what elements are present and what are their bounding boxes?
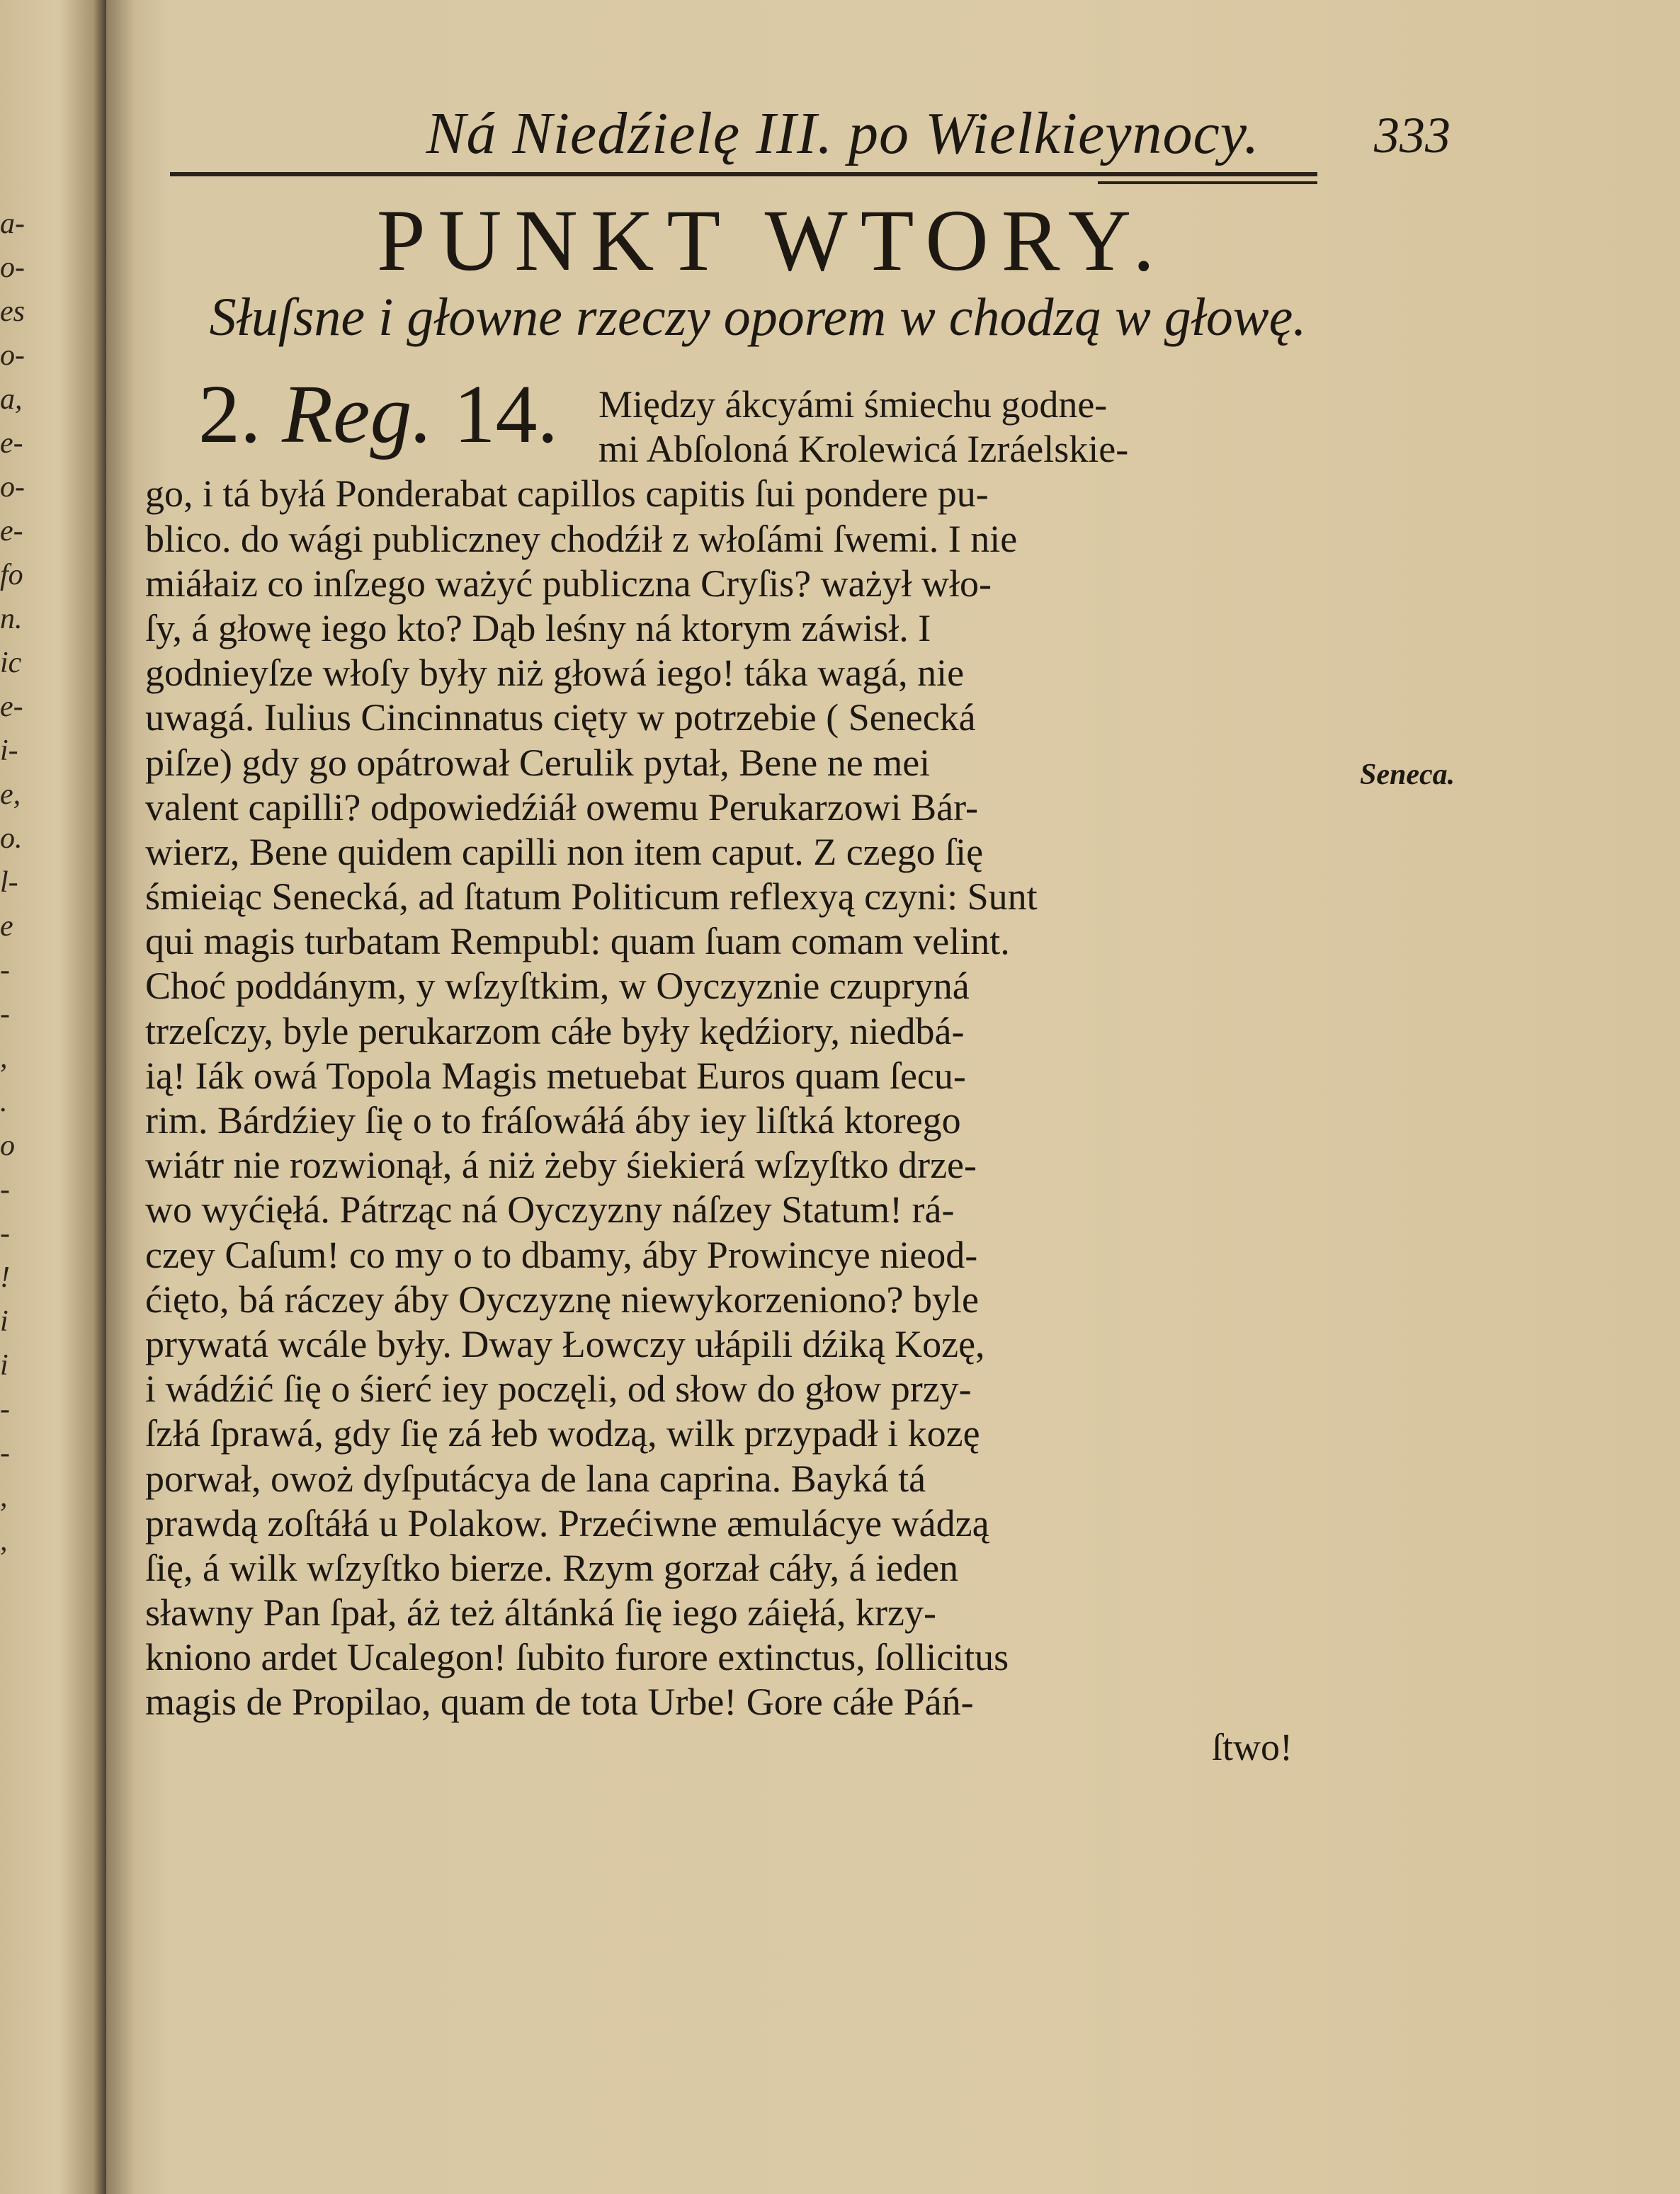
text-line: prywatá wcále były. Dway Łowczy ułápili dźiką Kozę, [145, 1322, 985, 1365]
previous-page-fragment: ! [0, 1261, 10, 1294]
text-line: ćięto, bá ráczey áby Oyczyznę niewykorzeniono? byle [145, 1278, 979, 1321]
text-line: magis de Propilao, quam de tota Urbe! Gore cáłe Páń- [145, 1681, 974, 1724]
previous-page-fragment: ic [0, 647, 22, 679]
reference-book: Reg. [282, 368, 433, 460]
text-line: uwagá. Iulius Cincinnatus cięty w potrzebie ( Senecká [145, 696, 976, 739]
previous-page-fragment: e, [0, 778, 21, 811]
text-line: wiátr nie rozwionął, á niż żeby śiekierá wſzyſtko drze- [145, 1144, 977, 1187]
previous-page-fragment: o- [0, 251, 25, 284]
previous-page-fragment: o [0, 1130, 15, 1162]
text-line: ſzłá ſprawá, gdy ſię zá łeb wodzą, wilk przypadł i kozę [145, 1412, 980, 1455]
body-text [145, 382, 1349, 1770]
text-line: porwał, owoż dyſputácya de lana caprina. Bayká tá [145, 1457, 926, 1500]
text-line: ią! Iák owá Topola Magis metuebat Euros quam ſecu- [145, 1054, 966, 1097]
reference-number: 2. [198, 368, 261, 460]
book-page [106, 0, 1680, 2194]
previous-page-fragment: a, [0, 383, 23, 416]
header-rule [170, 172, 1317, 176]
reference-chapter: 14. [453, 368, 558, 460]
text-line: kniono ardet Ucalegon! ſubito furore extinctus, ſollicitus [145, 1636, 1009, 1679]
previous-page-fragment: i [0, 1305, 8, 1338]
previous-page-fragment: - [0, 954, 10, 987]
text-line: i wádźić ſię o śierć iey poczęli, od słow do głow przy- [145, 1368, 972, 1411]
text-line: Między ákcyámi śmiechu godne- [598, 383, 1108, 426]
text-line: miáłaiz co inſzego ważyć publiczna Cryſis? ważył wło- [145, 562, 992, 605]
text-line: mi Abſoloná Krolewicá Izráelskie- [598, 428, 1129, 471]
previous-page-fragments [0, 202, 50, 1563]
text-line: trzeſczy, byle perukarzom cáłe były kędźiory, niedbá- [145, 1009, 965, 1052]
previous-page-fragment: i- [0, 734, 18, 767]
text-line: ſtwo! [1212, 1725, 1293, 1768]
text-line: sławny Pan ſpał, áż też áltánká ſię iego záięłá, krzy- [145, 1591, 936, 1635]
previous-page-fragment: n. [0, 603, 23, 635]
previous-page-fragment: - [0, 1217, 10, 1250]
previous-page-fragment: o- [0, 339, 25, 372]
text-line: ſy, á głowę iego kto? Dąb leśny ná ktorym záwisł. I [145, 606, 931, 649]
text-line: ſię, á wilk wſzyſtko bierze. Rzym gorzał cáły, á ieden [145, 1546, 959, 1589]
previous-page-fragment: - [0, 1393, 10, 1426]
text-line: qui magis turbatam Rempubl: quam ſuam comam velint. [145, 920, 1010, 963]
header-rule-accent [1098, 181, 1317, 184]
previous-page-fragment: - [0, 1173, 10, 1206]
previous-page-fragment: o. [0, 822, 23, 855]
text-line: prawdą zoſtáłá u Polakow. Przećiwne æmulácye wádzą [145, 1501, 989, 1545]
text-line: wo wyćięłá. Pátrząc ná Oyczyzny náſzey Statum! rá- [145, 1188, 955, 1232]
previous-page-fragment: l- [0, 866, 18, 899]
text-line: czey Caſum! co my o to dbamy, áby Prowincye nieod- [145, 1233, 978, 1276]
previous-page-fragment: , [0, 1042, 8, 1074]
previous-page-fragment: o- [0, 471, 25, 504]
text-line: valent capilli? odpowiedźiáł owemu Perukarzowi Bár- [145, 785, 979, 829]
text-line: wierz, Bene quidem capilli non item caput. Z czego ſię [145, 830, 984, 873]
previous-page-fragment: e [0, 910, 13, 943]
previous-page-fragment: , [0, 1525, 8, 1557]
text-line: go, i tá byłá Ponderabat capillos capitis ſui pondere pu- [145, 472, 989, 516]
previous-page-fragment: fo [0, 559, 23, 591]
previous-page-fragment: e- [0, 515, 23, 547]
text-line: Choć poddánym, y wſzyſtkim, w Oyczyznie czupryná [145, 965, 970, 1008]
text-line: piſze) gdy go opátrował Cerulik pytał, Bene ne mei [145, 741, 931, 784]
previous-page-fragment: e- [0, 427, 23, 460]
previous-page-fragment: - [0, 1437, 10, 1470]
margin-note: Seneca. [1360, 758, 1455, 791]
page-number: 333 [1374, 107, 1451, 164]
text-line: rim. Bárdźiey ſię o to fráſowáłá áby iey liſtká ktorego [145, 1099, 961, 1142]
previous-page-fragment: . [0, 1086, 8, 1118]
previous-page-fragment: i [0, 1349, 8, 1382]
previous-page-fragment: , [0, 1481, 8, 1513]
previous-page-fragment: a- [0, 208, 25, 240]
previous-page-fragment: es [0, 295, 25, 328]
section-subheading: Słuſsne i głowne rzeczy oporem w chodzą w głowę. [209, 288, 1307, 347]
running-title: Ná Niedźielę III. po Wielkieynocy. [426, 101, 1260, 166]
previous-page-edge [0, 0, 106, 2194]
text-line: godnieyſze włoſy były niż głowá iego! táka wagá, nie [145, 652, 965, 695]
section-heading: PUNKT WTORY. [376, 192, 1168, 289]
previous-page-fragment: - [0, 998, 10, 1030]
text-line: blico. do wági publiczney chodźił z włoſámi ſwemi. I nie [145, 517, 1018, 560]
previous-page-fragment: e- [0, 690, 23, 723]
text-line: śmieiąc Senecká, ad ſtatum Politicum reflexyą czyni: Sunt [145, 875, 1038, 919]
